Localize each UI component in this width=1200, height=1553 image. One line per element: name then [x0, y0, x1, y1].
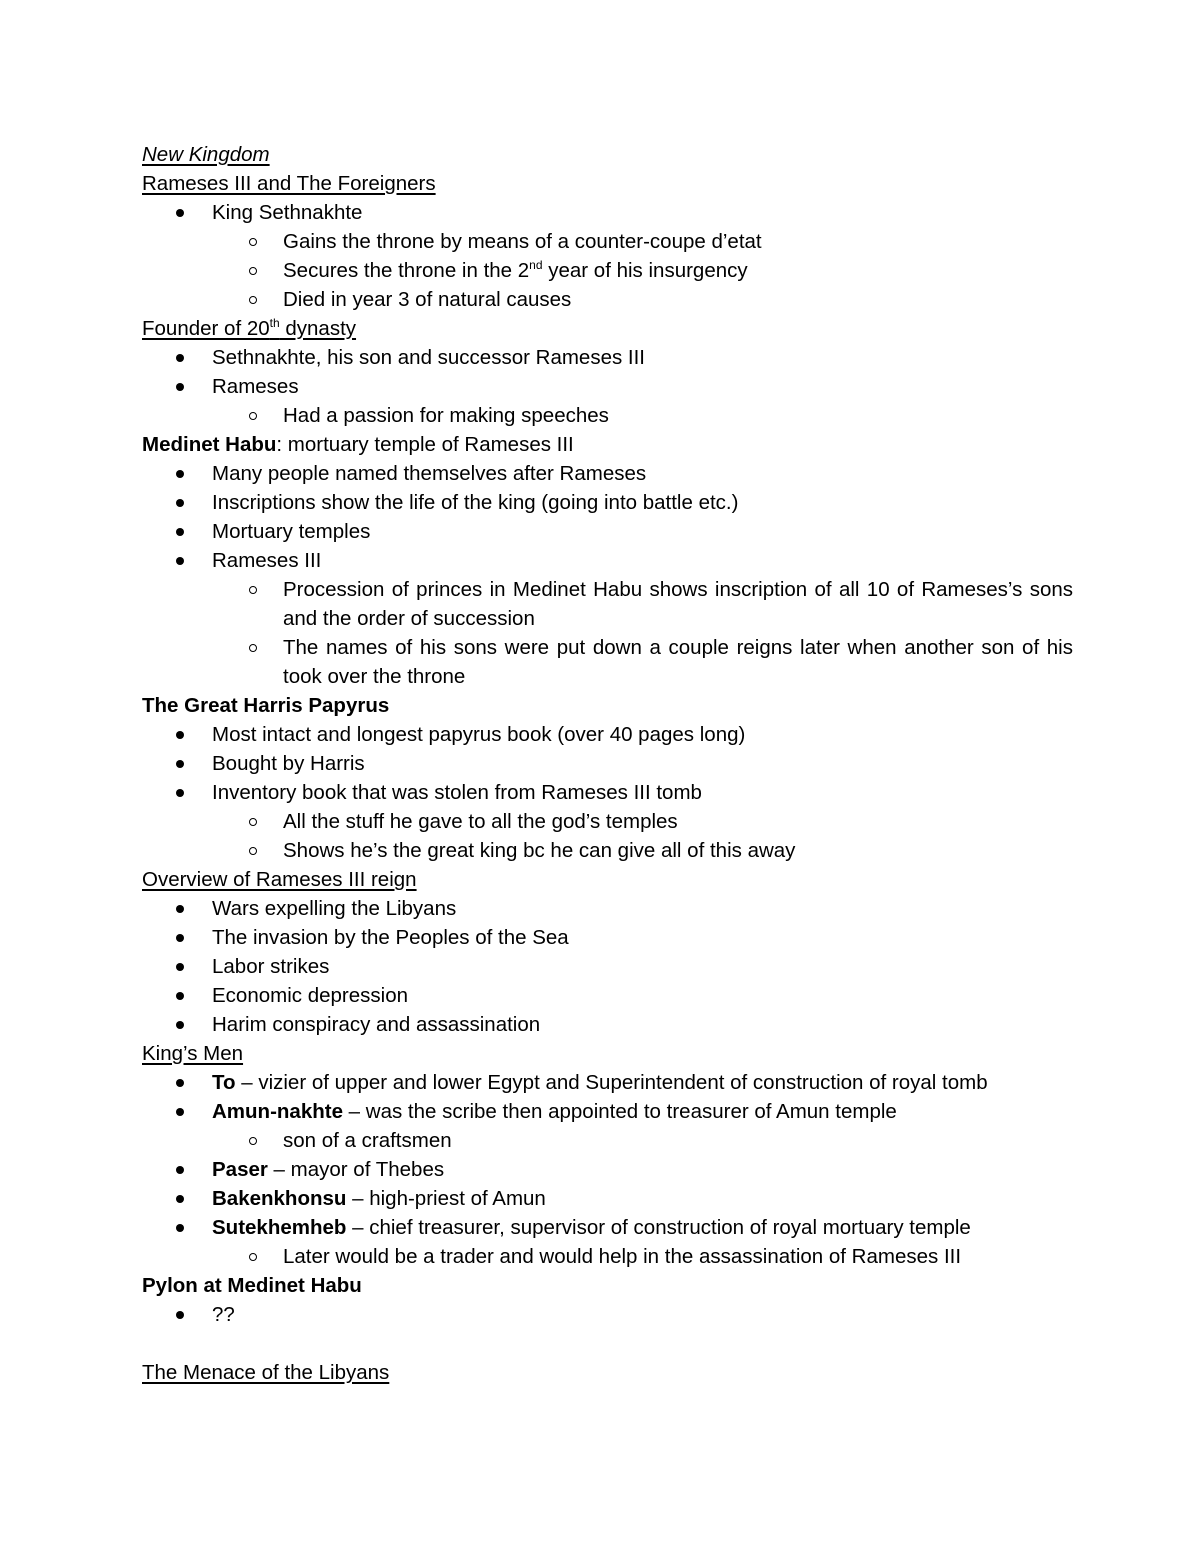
sub-list-item	[142, 807, 1072, 836]
list-item-text: The invasion by the Peoples of the Sea	[212, 926, 569, 949]
section-heading: Pylon at Medinet Habu	[142, 1274, 362, 1297]
sub-list-item-text: year of his insurgency	[542, 259, 748, 282]
list-item-text: Inventory book that was stolen from Rameses III tomb	[212, 781, 702, 804]
bullet-icon	[176, 528, 184, 536]
list-item-text: Sethnakhte, his son and successor Rameses III	[212, 346, 646, 369]
bullet-icon	[176, 1079, 184, 1087]
person-description: – high-priest of Amun	[346, 1187, 546, 1210]
section-heading: Overview of Rameses III reign	[142, 868, 417, 891]
sub-list-item-text: son of a craftsmen	[283, 1129, 452, 1152]
bullet-icon	[176, 1108, 184, 1116]
list-item-text: Most intact and longest papyrus book (over 40 pages long)	[212, 723, 746, 746]
heading-text: dynasty	[279, 317, 357, 340]
person-name: Paser	[212, 1158, 268, 1181]
list-item	[142, 1300, 1072, 1329]
person-description: – chief treasurer, supervisor of construction of royal mortuary temple	[346, 1216, 971, 1239]
bullet-icon	[176, 760, 184, 768]
list-item	[142, 720, 1072, 749]
circle-bullet-icon	[249, 847, 257, 855]
list-item	[142, 1010, 1072, 1039]
list-item	[142, 546, 1072, 575]
heading-text: : mortuary temple of Rameses III	[276, 433, 574, 456]
sub-list-item	[142, 1126, 1072, 1155]
sub-list-item	[142, 633, 1072, 691]
superscript: th	[269, 316, 280, 331]
person-name: Amun-nakhte	[212, 1100, 343, 1123]
person-name: To	[212, 1071, 236, 1094]
circle-bullet-icon	[249, 267, 257, 275]
sub-list-item	[142, 227, 1072, 256]
person-description: – mayor of Thebes	[267, 1158, 445, 1181]
list-item-text: Bought by Harris	[212, 752, 365, 775]
person-name: Sutekhemheb	[212, 1216, 347, 1239]
heading-text: Founder of 20	[142, 317, 270, 340]
section-heading	[142, 314, 1072, 343]
list-item	[142, 923, 1072, 952]
list-item-text: Harim conspiracy and assassination	[212, 1013, 541, 1036]
section-heading: Rameses III and The Foreigners	[142, 172, 436, 195]
section-heading: The Great Harris Papyrus	[142, 694, 390, 717]
list-item-text: Wars expelling the Libyans	[212, 897, 457, 920]
sub-list-item	[142, 1242, 1072, 1271]
list-item	[142, 517, 1072, 546]
list-item	[142, 343, 1072, 372]
bullet-icon	[176, 354, 184, 362]
superscript: nd	[529, 258, 543, 273]
list-item-text: Rameses III	[212, 549, 322, 572]
bullet-icon	[176, 1311, 184, 1319]
list-item-text: Many people named themselves after Rameses	[212, 462, 647, 485]
bullet-icon	[176, 1195, 184, 1203]
bullet-icon	[176, 731, 184, 739]
sub-list-item-text: Secures the throne in the 2	[283, 259, 530, 282]
list-item	[142, 981, 1072, 1010]
sub-list-item-text: Procession of princes in Medinet Habu shows inscription of all 10 of Rameses’s sons and the order of succession	[283, 578, 1073, 630]
bullet-icon	[176, 905, 184, 913]
section-heading	[142, 430, 1072, 459]
list-item	[142, 1184, 1072, 1213]
bullet-icon	[176, 1224, 184, 1232]
person-description: – vizier of upper and lower Egypt and Superintendent of construction of royal tomb	[235, 1071, 988, 1094]
list-item	[142, 952, 1072, 981]
sub-list-item	[142, 401, 1072, 430]
list-item	[142, 198, 1072, 227]
sub-list-item-text: The names of his sons were put down a couple reigns later when another son of his took over the throne	[283, 636, 1073, 688]
sub-list-item-text: Gains the throne by means of a counter-coupe d’etat	[283, 230, 762, 253]
sub-list-item	[142, 836, 1072, 865]
bullet-icon	[176, 557, 184, 565]
list-item	[142, 778, 1072, 807]
list-item-text: Economic depression	[212, 984, 408, 1007]
list-item-text: Mortuary temples	[212, 520, 371, 543]
sub-list-item-text: Shows he’s the great king bc he can give all of this away	[283, 839, 796, 862]
sub-list-item-text: All the stuff he gave to all the god’s temples	[283, 810, 678, 833]
blank-line	[142, 1329, 1072, 1358]
sub-list-item	[142, 285, 1072, 314]
list-item-text: ??	[212, 1303, 235, 1326]
notes-content	[142, 140, 1072, 1387]
heading-bold-text: Medinet Habu	[142, 433, 277, 456]
person-description: – was the scribe then appointed to treasurer of Amun temple	[342, 1100, 897, 1123]
list-item	[142, 1155, 1072, 1184]
circle-bullet-icon	[249, 1253, 257, 1261]
sub-list-item-text: Had a passion for making speeches	[283, 404, 609, 427]
list-item-text: Labor strikes	[212, 955, 330, 978]
page-title: New Kingdom	[142, 143, 270, 166]
bullet-icon	[176, 499, 184, 507]
bullet-icon	[176, 1166, 184, 1174]
sub-list-item-text: Later would be a trader and would help in the assassination of Rameses III	[283, 1245, 962, 1268]
section-heading: The Menace of the Libyans	[142, 1361, 390, 1384]
circle-bullet-icon	[249, 1137, 257, 1145]
bullet-icon	[176, 934, 184, 942]
list-item	[142, 459, 1072, 488]
section-heading: King’s Men	[142, 1042, 244, 1065]
bullet-icon	[176, 383, 184, 391]
bullet-icon	[176, 963, 184, 971]
circle-bullet-icon	[249, 412, 257, 420]
bullet-icon	[176, 789, 184, 797]
list-item	[142, 1068, 1072, 1097]
sub-list-item	[142, 575, 1072, 633]
bullet-icon	[176, 1021, 184, 1029]
bullet-icon	[176, 470, 184, 478]
sub-list-item	[142, 256, 1072, 285]
list-item	[142, 894, 1072, 923]
list-item	[142, 749, 1072, 778]
list-item-text: Inscriptions show the life of the king (going into battle etc.)	[212, 491, 739, 514]
circle-bullet-icon	[249, 296, 257, 304]
circle-bullet-icon	[249, 644, 257, 652]
bullet-icon	[176, 209, 184, 217]
list-item-text: Rameses	[212, 375, 299, 398]
bullet-icon	[176, 992, 184, 1000]
list-item	[142, 1097, 1072, 1126]
list-item	[142, 488, 1072, 517]
list-item	[142, 372, 1072, 401]
list-item	[142, 1213, 1072, 1242]
sub-list-item-text: Died in year 3 of natural causes	[283, 288, 572, 311]
circle-bullet-icon	[249, 818, 257, 826]
list-item-text: King Sethnakhte	[212, 201, 363, 224]
person-name: Bakenkhonsu	[212, 1187, 347, 1210]
circle-bullet-icon	[249, 586, 257, 594]
circle-bullet-icon	[249, 238, 257, 246]
